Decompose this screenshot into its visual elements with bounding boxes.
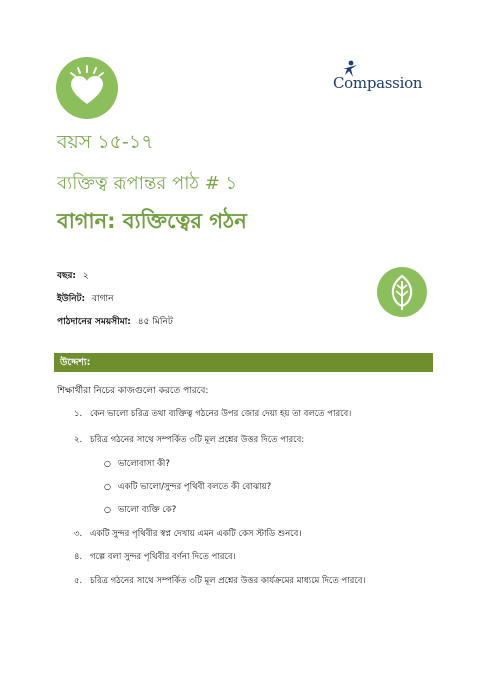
objective-item: ২. চরিত্র গঠনের সাথে সম্পর্কিত ৩টি মূল প্রশ্নের উত্তর দিতে পারবে:: [74, 435, 305, 445]
age-range: বয়স ১৫-১৭: [57, 131, 154, 153]
objective-item: ১. কেন ভালো চরিত্র তথা ব্যক্তিত্ব গঠনের উপর জোর দেয়া হয় তা বলতে পারবে।: [74, 409, 352, 419]
circle-bullet-icon: ○: [104, 459, 111, 468]
meta-duration: [57, 314, 173, 329]
meta-year: [57, 268, 89, 283]
circle-bullet-icon: ○: [104, 482, 111, 491]
sub-question: ○ একটি ভালো/সুন্দর পৃথিবী বলতে কী বোঝায়?: [104, 482, 272, 492]
meta-year-label: বছর:: [57, 271, 77, 281]
meta-unit-value: বাগান: [92, 294, 114, 304]
objective-item: ৩. একটি সুন্দর পৃথিবীর স্বপ্ন দেখায় এমন একটি কেস স্টাডি শুনবে।: [74, 529, 302, 539]
objective-item: ৫. চরিত্র গঠনের সাথে সম্পর্কিত ৩টি মূল প্রশ্নের উত্তর কার্যক্রমের মাধ্যমে দিতে পারবে।: [74, 576, 366, 586]
lesson-series: ব্যক্তিত্ব রূপান্তর পাঠ # ১: [57, 173, 238, 194]
meta-duration-value: ৪৫ মিনিট: [137, 317, 173, 327]
circle-bullet-icon: ○: [104, 505, 111, 514]
meta-unit-label: ইউনিট:: [57, 294, 86, 304]
meta-unit: [57, 291, 114, 306]
objectives-heading: উদ্দেশ্য:: [60, 357, 91, 368]
logo-text: Compassion: [333, 74, 423, 92]
heart-badge-icon: [56, 57, 118, 119]
lesson-title: বাগান: ব্যক্তিত্বের গঠন: [57, 209, 247, 233]
meta-duration-label: পাঠদানের সময়সীমা:: [57, 317, 131, 327]
objectives-heading-bar: [54, 353, 433, 372]
sub-question: ○ ভালো ব্যক্তি কে?: [104, 505, 177, 515]
objectives-intro: শিক্ষার্থীরা নিচের কাজগুলো করতে পারবে:: [57, 386, 209, 396]
meta-year-value: ২: [82, 271, 89, 281]
leaf-badge-icon: [377, 267, 427, 317]
objective-item: ৪. গল্পে বলা সুন্দর পৃথিবীর বর্ণনা দিতে পারবে।: [74, 552, 236, 562]
sub-question: ○ ভালোবাসা কী?: [104, 459, 170, 469]
compassion-logo: [333, 60, 433, 96]
